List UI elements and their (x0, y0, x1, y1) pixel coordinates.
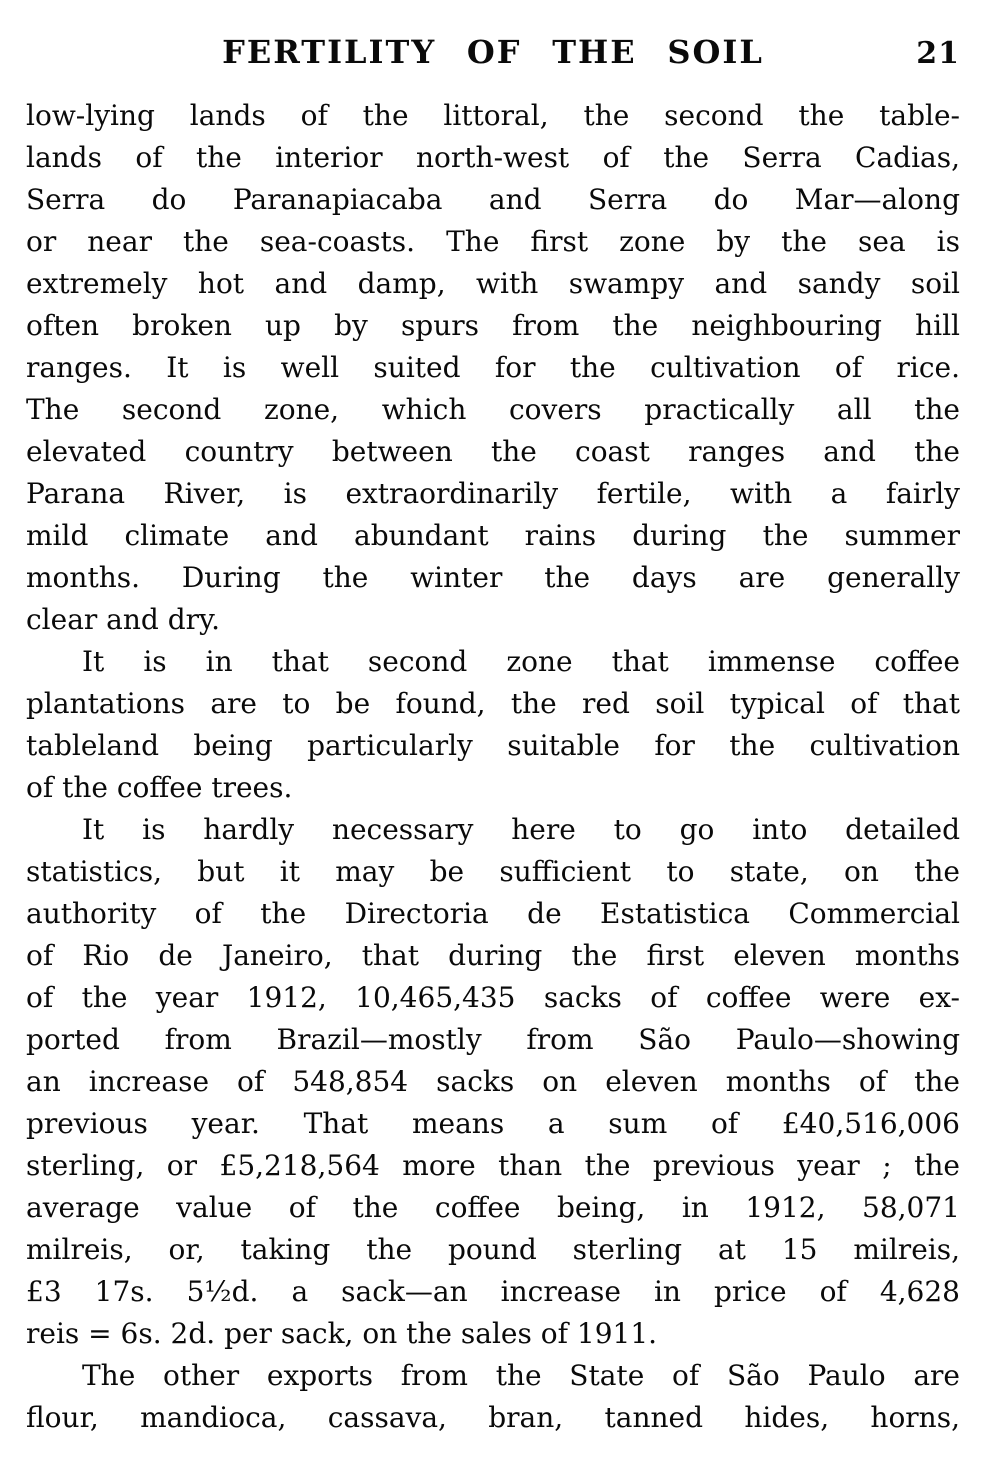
paragraph (26, 1355, 960, 1439)
text-line: sterling, or £5,218,564 more than the previous year ; the (26, 1149, 960, 1182)
text-line: previous year. That means a sum of £40,516,006 (26, 1107, 960, 1140)
text-line: It is hardly necessary here to go into detailed (82, 813, 960, 846)
text-line: elevated country between the coast ranges and the (26, 435, 960, 468)
text-line: clear and dry. (26, 603, 221, 636)
text-line: Parana River, is extraordinarily fertile, with a fairly (26, 477, 960, 510)
text-line: an increase of 548,854 sacks on eleven months of the (26, 1065, 960, 1098)
text-line: Serra do Paranapiacaba and Serra do Mar—along (26, 183, 960, 216)
text-line: £3 17s. 5½d. a sack—an increase in price of 4,628 (26, 1275, 960, 1308)
page-body (26, 95, 960, 1439)
text-line: low-lying lands of the littoral, the second the table- (26, 99, 960, 132)
text-line: tableland being particularly suitable for the cultivation (26, 729, 960, 762)
text-line: milreis, or, taking the pound sterling at 15 milreis, (26, 1233, 960, 1266)
paragraph (26, 95, 960, 641)
text-line: of the coffee trees. (26, 771, 293, 804)
page-header-title: FERTILITY OF THE SOIL (222, 33, 764, 71)
text-line: statistics, but it may be sufficient to state, on the (26, 855, 960, 888)
text-line: reis = 6s. 2d. per sack, on the sales of 1911. (26, 1317, 658, 1350)
text-line: It is in that second zone that immense coffee (82, 645, 960, 678)
text-line: lands of the interior north-west of the Serra Cadias, (26, 141, 960, 174)
text-line: often broken up by spurs from the neighbouring hill (26, 309, 960, 342)
text-line: months. During the winter the days are generally (26, 561, 960, 594)
text-line: authority of the Directoria de Estatistica Commercial (26, 897, 960, 930)
text-line: The second zone, which covers practically all the (26, 393, 960, 426)
paragraph (26, 641, 960, 809)
paragraph (26, 809, 960, 1355)
page-number: 21 (916, 36, 960, 71)
text-line: extremely hot and damp, with swampy and sandy soil (26, 267, 960, 300)
text-line: of the year 1912, 10,465,435 sacks of coffee were ex- (26, 981, 960, 1014)
text-line: or near the sea-coasts. The first zone by the sea is (26, 225, 960, 258)
text-line: average value of the coffee being, in 1912, 58,071 (26, 1191, 960, 1224)
text-line: plantations are to be found, the red soil typical of that (26, 687, 960, 720)
text-line: of Rio de Janeiro, that during the first eleven months (26, 939, 960, 972)
text-line: The other exports from the State of São Paulo are (82, 1359, 960, 1392)
page-header (26, 30, 960, 74)
text-line: ranges. It is well suited for the cultivation of rice. (26, 351, 960, 384)
text-line: flour, mandioca, cassava, bran, tanned hides, horns, (26, 1401, 960, 1434)
text-line: mild climate and abundant rains during the summer (26, 519, 960, 552)
text-line: ported from Brazil—mostly from São Paulo—showing (26, 1023, 960, 1056)
